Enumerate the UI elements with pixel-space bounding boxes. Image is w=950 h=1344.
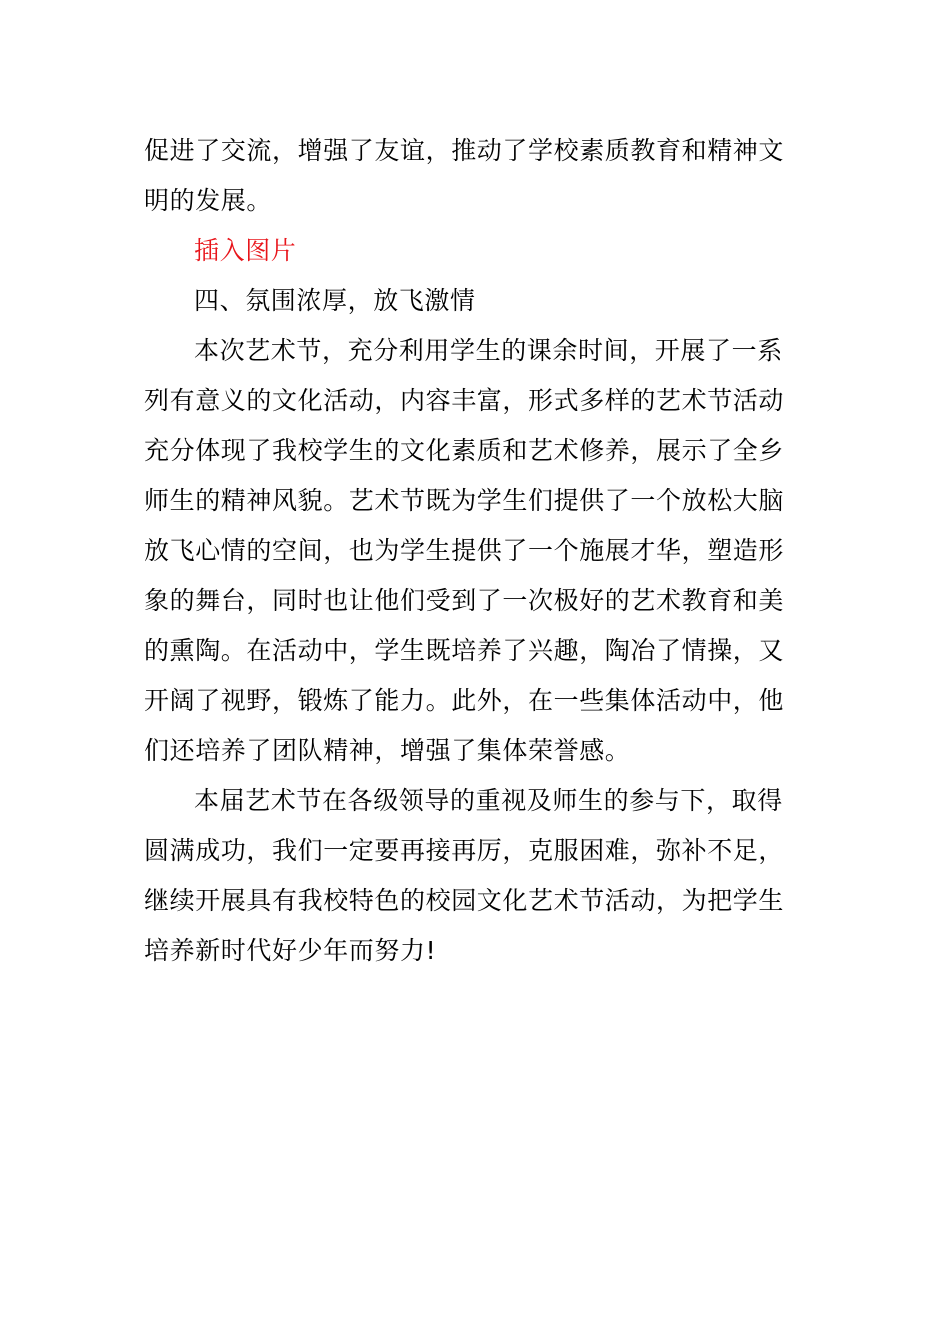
text-line: 开阔了视野，锻炼了能力。此外，在一些集体活动中，他 <box>144 686 785 715</box>
text-line: 师生的精神风貌。艺术节既为学生们提供了一个放松大脑 <box>144 486 785 515</box>
text-line: 们还培养了团队精神，增强了集体荣誉感。 <box>144 736 631 765</box>
text-line: 象的舞台，同时也让他们受到了一次极好的艺术教育和美 <box>144 586 785 615</box>
text-line: 列有意义的文化活动，内容丰富，形式多样的艺术节活动 <box>144 386 785 415</box>
paragraph-1 <box>144 326 808 776</box>
text-line: 本次艺术节，充分利用学生的课余时间，开展了一系 <box>194 336 783 365</box>
text-line: 充分体现了我校学生的文化素质和艺术修养，展示了全乡 <box>144 436 785 465</box>
continuation-paragraph <box>144 126 808 226</box>
document-body <box>144 126 808 976</box>
text-line: 本届艺术节在各级领导的重视及师生的参与下，取得 <box>194 786 783 815</box>
section-heading: 四、氛围浓厚，放飞激情 <box>194 286 476 315</box>
text-line: 培养新时代好少年而努力! <box>144 936 437 965</box>
text-line: 圆满成功，我们一定要再接再厉，克服困难，弥补不足， <box>144 836 785 865</box>
text-line: 明的发展。 <box>144 186 273 215</box>
text-line: 继续开展具有我校特色的校园文化艺术节活动，为把学生 <box>144 886 785 915</box>
text-line: 的熏陶。在活动中，学生既培养了兴趣，陶冶了情操，又 <box>144 636 785 665</box>
paragraph-2 <box>144 776 808 976</box>
text-line: 放飞心情的空间，也为学生提供了一个施展才华，塑造形 <box>144 536 785 565</box>
image-placeholder-text: 插入图片 <box>194 236 297 265</box>
text-line: 促进了交流，增强了友谊，推动了学校素质教育和精神文 <box>144 136 785 165</box>
